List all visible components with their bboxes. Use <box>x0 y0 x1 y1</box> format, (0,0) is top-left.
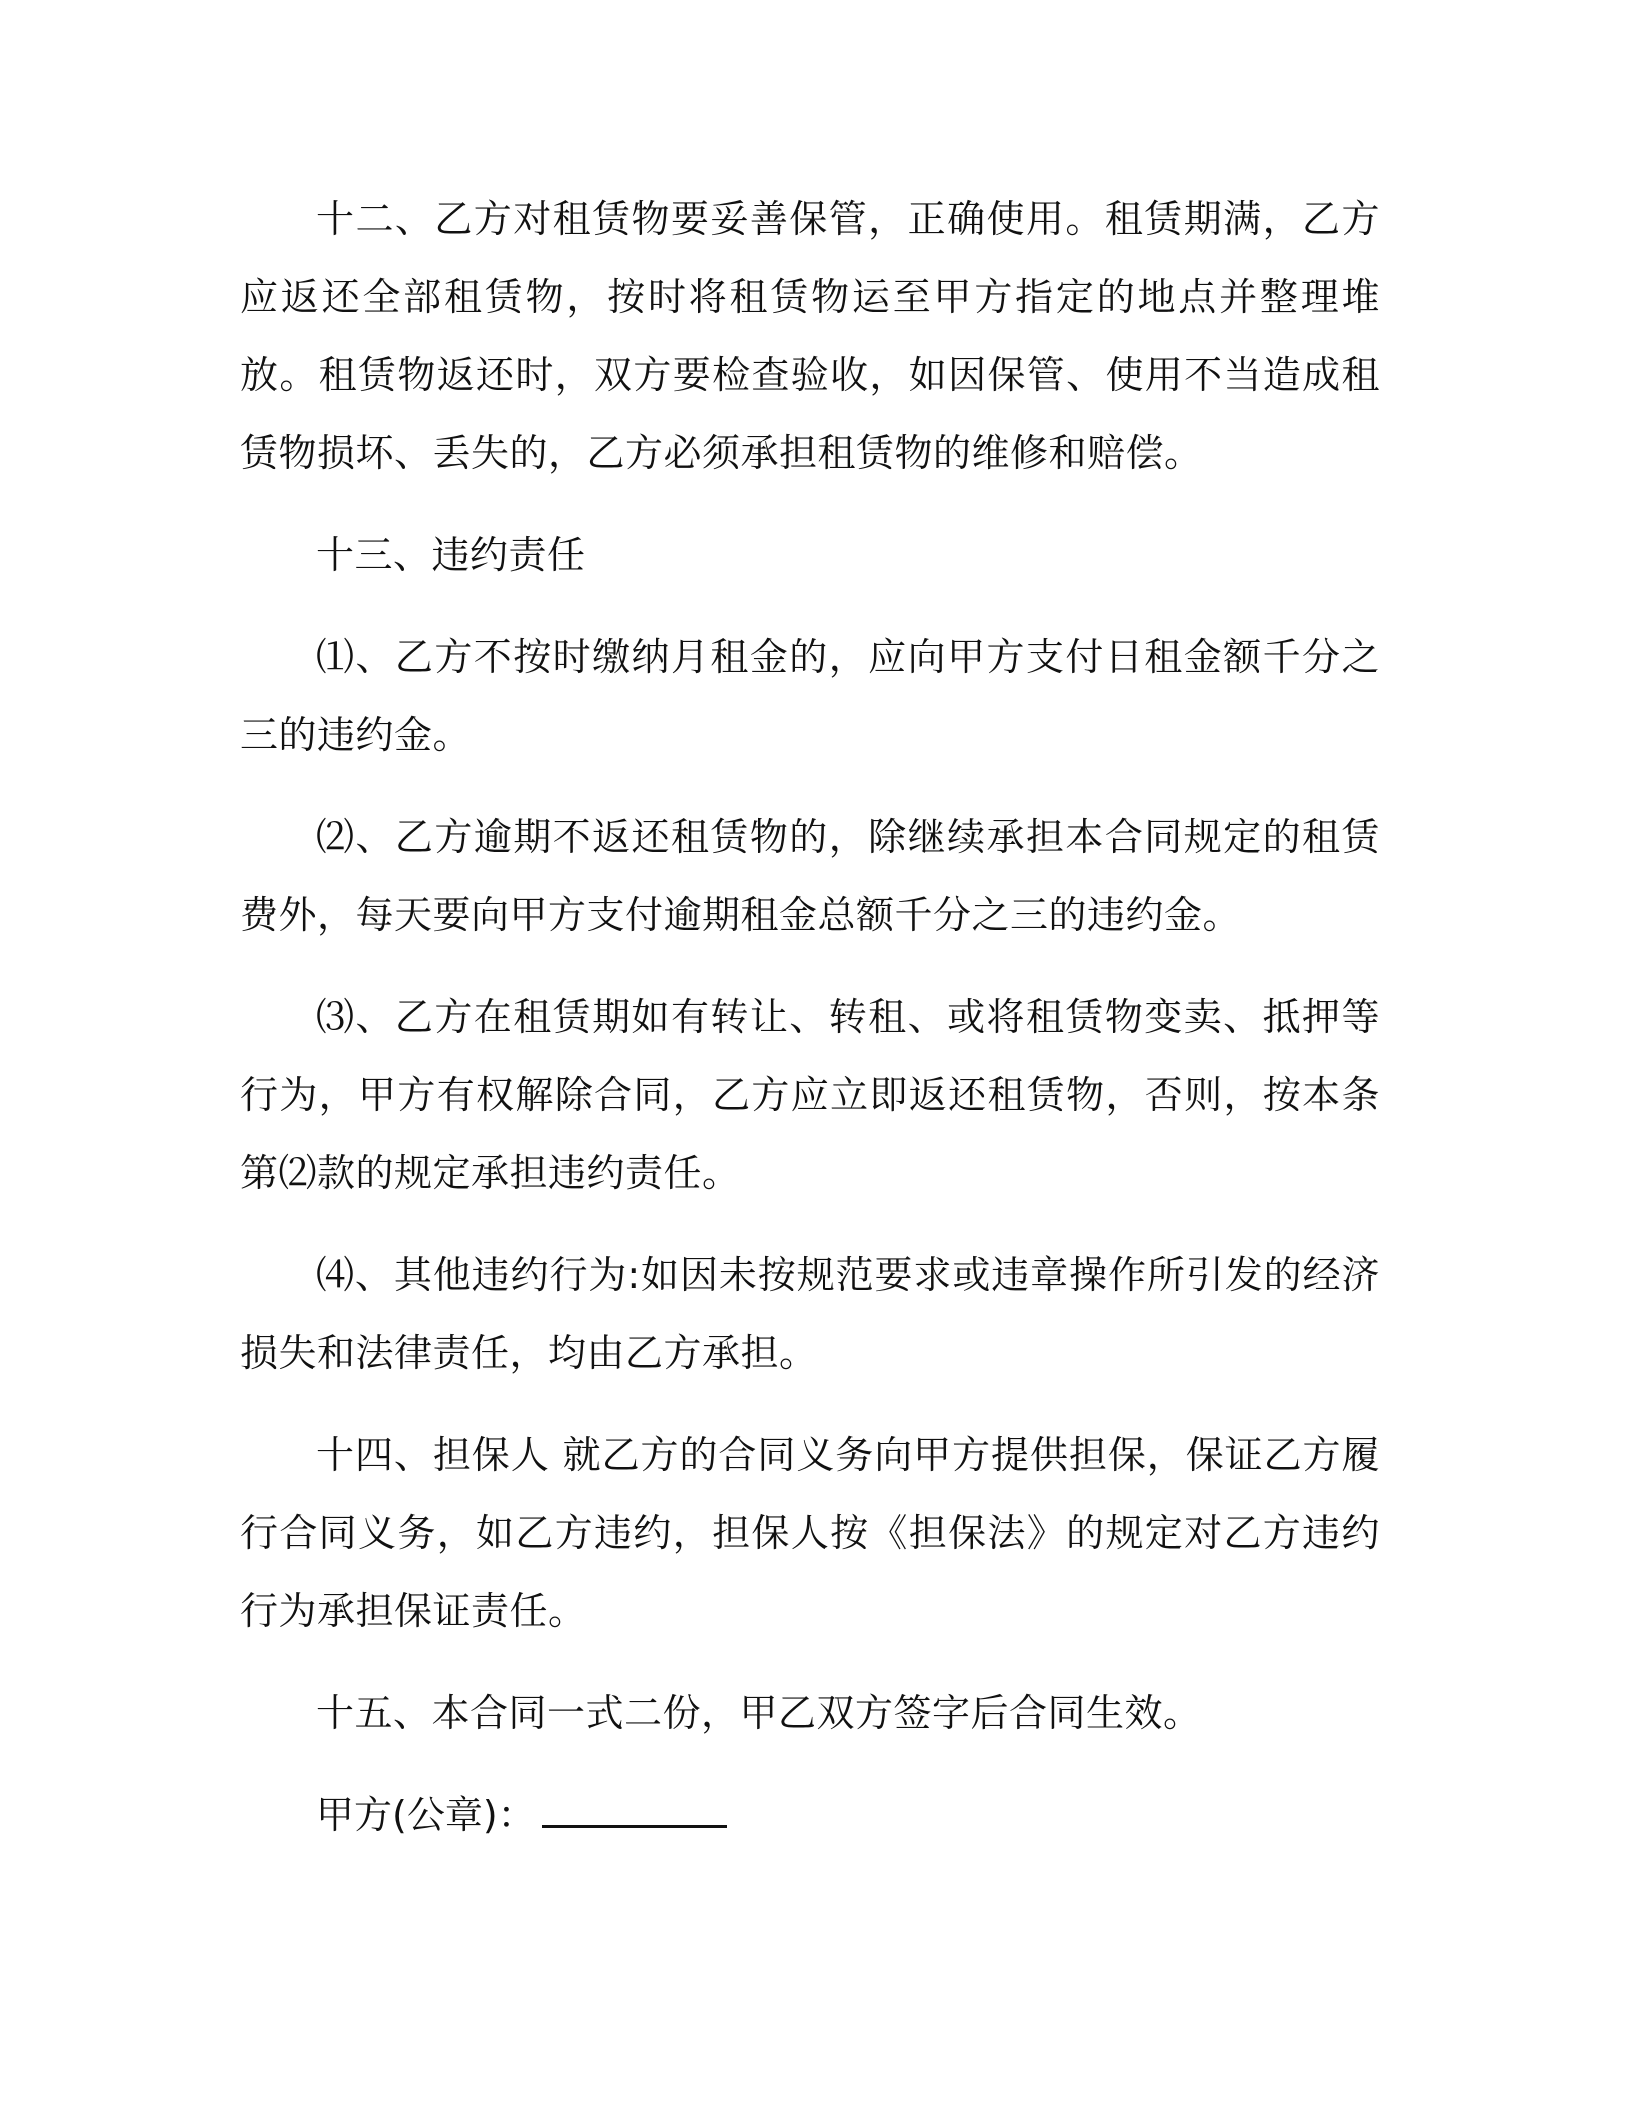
clause-14: 十四、担保人 就乙方的合同义务向甲方提供担保，保证乙方履行合同义务，如乙方违约，担保人按《担保法》的规定对乙方违约行为承担保证责任。 <box>240 1433 1380 1633</box>
party-a-signature-line <box>240 1776 1380 1854</box>
clause-13-item-3: ⑶、乙方在租赁期如有转让、转租、或将租赁物变卖、抵押等行为，甲方有权解除合同，乙方应立即返还租赁物，否则，按本条第⑵款的规定承担违约责任。 <box>240 995 1380 1195</box>
clause-12: 十二、乙方对租赁物要妥善保管，正确使用。租赁期满，乙方应返还全部租赁物，按时将租赁物运至甲方指定的地点并整理堆放。租赁物返还时，双方要检查验收，如因保管、使用不当造成租赁物损坏、丢失的，乙方必须承担租赁物的维修和赔偿。 <box>240 197 1380 475</box>
document-page <box>240 180 1380 1854</box>
signature-blank <box>542 1795 727 1828</box>
clause-13-item-1: ⑴、乙方不按时缴纳月租金的，应向甲方支付日租金额千分之三的违约金。 <box>240 635 1380 757</box>
clause-15: 十五、本合同一式二份，甲乙双方签字后合同生效。 <box>316 1691 1202 1735</box>
clause-13-item-2: ⑵、乙方逾期不返还租赁物的，除继续承担本合同规定的租赁费外，每天要向甲方支付逾期租金总额千分之三的违约金。 <box>240 815 1380 937</box>
party-a-signature-label: 甲方(公章)： <box>316 1793 536 1837</box>
clause-13-heading: 十三、违约责任 <box>316 533 586 577</box>
clause-13-item-4: ⑷、其他违约行为:如因未按规范要求或违章操作所引发的经济损失和法律责任，均由乙方承担。 <box>240 1253 1380 1375</box>
